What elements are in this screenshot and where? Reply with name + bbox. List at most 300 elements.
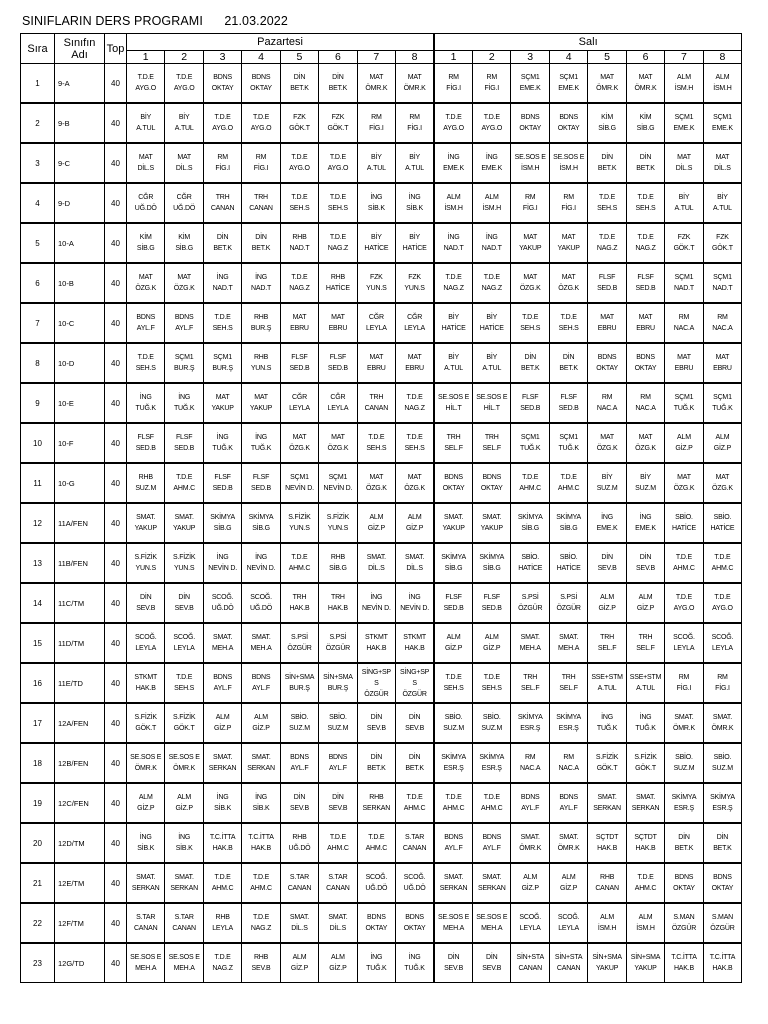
lesson-cell [511,863,549,903]
lesson-subject: T.D.E [291,154,308,161]
lesson-teacher: BET.K [251,245,271,252]
lesson-subject: RM [601,394,613,401]
lesson-teacher: BET.K [713,845,732,852]
lesson-subject: T.D.E [560,314,577,321]
lesson-cell [703,383,742,423]
lesson-cell [588,423,626,463]
lesson-subject: İNG [408,194,421,201]
lesson-subject: T.D.E [599,194,616,201]
lesson-cell [473,583,511,623]
lesson-cell [434,463,472,503]
lesson-teacher: EBRU [367,365,386,372]
lesson-cell [319,943,357,983]
lesson-teacher: OKTAY [673,885,695,892]
lesson-teacher: ÖZG.K [712,485,733,492]
lesson-teacher: ESR.Ş [520,725,541,732]
lesson-cell [203,623,241,663]
lesson-subject: T.D.E [329,234,346,241]
header-day-monday: Pazartesi [127,34,435,51]
lesson-teacher: A.TUL [482,365,502,372]
lesson-subject: T.D.E [483,114,500,121]
row-number: 15 [21,623,55,663]
lesson-cell [165,183,203,223]
lesson-subject: BİY [717,194,728,201]
lesson-subject: ALM [715,74,730,81]
lesson-subject: BİY [640,474,651,481]
lesson-teacher: YAKUP [211,405,234,412]
lesson-teacher: TUĞ.K [173,405,195,412]
lesson-cell [665,343,703,383]
lesson-subject: SMAT. [213,754,233,761]
lesson-teacher: HİL.T [483,405,500,412]
lesson-teacher: LEYLA [289,405,310,412]
lesson-cell [588,863,626,903]
lesson-cell [703,263,742,303]
lesson-cell [203,223,241,263]
lesson-subject: S.FİZİK [134,714,157,721]
lesson-subject: SÇM1 [520,74,540,81]
lesson-teacher: EME.K [673,125,695,132]
lesson-teacher: NEVİN D. [208,565,237,572]
lesson-subject: S.PSİ [291,634,308,641]
lesson-teacher: LEYLA [558,925,580,932]
lesson-teacher: A.TUL [674,205,694,212]
lesson-teacher: LEYLA [327,405,349,412]
lesson-cell [549,143,587,183]
lesson-teacher: FİG.I [253,165,269,172]
lesson-teacher: SED.B [597,285,618,292]
lesson-subject: RM [217,154,228,161]
lesson-cell [203,943,241,983]
lesson-cell [319,223,357,263]
lesson-teacher: AHM.C [557,485,580,492]
lesson-cell [357,303,395,343]
lesson-cell [434,783,472,823]
lesson-teacher: ESR.Ş [558,725,579,732]
lesson-cell [165,303,203,343]
lesson-teacher: ESR.Ş [481,765,502,772]
lesson-teacher: GİZ.P [444,645,463,652]
lesson-subject: ALM [292,954,307,961]
lesson-teacher: NAG.Z [596,245,618,252]
lesson-teacher: NEVİN D. [400,605,429,612]
lesson-subject: T.D.E [176,74,193,81]
lesson-cell [242,303,280,343]
class-row [21,623,742,663]
lesson-teacher: AHM.C [173,485,195,492]
lesson-teacher: TUĞ.K [250,445,272,452]
lesson-subject: SÇM1 [713,394,732,401]
lesson-subject: ALM [331,954,345,961]
lesson-subject: FLSF [214,474,231,481]
schedule-table [20,33,742,983]
lesson-cell [357,583,395,623]
lesson-teacher: NAG.Z [212,965,233,972]
lesson-teacher: SİB.G [444,565,463,572]
lesson-cell [626,383,664,423]
lesson-teacher: NAG.Z [289,285,310,292]
lesson-subject: SCOĞ. [211,594,234,601]
lesson-cell [703,343,742,383]
lesson-cell [473,423,511,463]
lesson-teacher: HATİCE [556,565,581,572]
lesson-cell [319,823,357,863]
lesson-subject: RHB [253,354,269,361]
lesson-subject: BDNS [290,754,309,761]
lesson-teacher: FİG.I [446,85,461,92]
lesson-teacher: SİB.K [214,805,232,812]
lesson-cell [203,383,241,423]
lesson-teacher: A.TUL [366,165,386,172]
lesson-subject: SÇM1 [328,474,348,481]
lesson-cell [203,583,241,623]
row-number: 16 [21,663,55,703]
lesson-teacher: AYL.F [482,845,501,852]
lesson-subject: BİY [371,154,382,161]
lesson-teacher: AHM.C [673,565,695,572]
lesson-cell [242,143,280,183]
lesson-subject: SÇM1 [290,474,309,481]
lesson-subject: T.D.E [483,274,500,281]
lesson-cell [127,383,165,423]
lesson-subject: DİN [639,154,652,161]
lesson-teacher: AYL.F [175,325,194,332]
lesson-cell [588,703,626,743]
lesson-subject: T.C.İTTA [209,834,236,841]
lesson-cell [549,623,587,663]
lesson-teacher: CANAN [364,405,389,412]
lesson-subject: SSE+STM [629,674,662,681]
lesson-subject: FLSF [175,434,193,441]
lesson-teacher: SEH.S [520,325,541,332]
lesson-cell [511,383,549,423]
lesson-cell [588,223,626,263]
lesson-cell [549,223,587,263]
lesson-teacher: SEV.B [597,565,617,572]
lesson-teacher: SUZ.M [443,725,464,732]
lesson-teacher: NAG.Z [443,285,464,292]
lesson-subject: T.D.E [176,674,193,681]
lesson-cell [165,383,203,423]
lesson-cell [357,343,395,383]
lesson-subject: DİN [486,954,498,961]
lesson-subject: SMAT. [559,634,579,641]
lesson-cell [626,303,664,343]
lesson-teacher: EME.K [635,525,656,532]
lesson-subject: İNG [370,594,383,601]
lesson-subject: İNG [370,954,383,961]
lesson-teacher: SED.B [174,445,195,452]
lesson-teacher: OKTAY [211,85,234,92]
student-count: 40 [105,903,127,943]
lesson-cell [396,903,435,943]
class-name: 10-G [55,463,105,503]
lesson-subject: MAT [331,314,345,321]
lesson-subject: S.FİZİK [595,754,619,761]
lesson-teacher: DİL.S [175,165,193,172]
lesson-teacher: UĞ.DÖ [211,605,234,612]
lesson-teacher: ESR.Ş [673,805,694,812]
lesson-cell [511,503,549,543]
lesson-teacher: AYG.O [481,125,503,132]
lesson-subject: T.D.E [214,114,231,121]
lesson-subject: RM [678,314,690,321]
lesson-subject: ALM [369,514,384,521]
lesson-cell [549,183,587,223]
lesson-subject: MAT [677,354,691,361]
lesson-subject: SE.SOS E [130,754,162,761]
lesson-teacher: HAK.B [135,685,156,692]
header-slot-number: 5 [280,51,318,64]
lesson-teacher: FİG.I [715,685,730,692]
lesson-teacher: ÖMR.K [173,765,196,772]
lesson-cell [588,583,626,623]
lesson-cell [549,823,587,863]
lesson-cell [127,463,165,503]
lesson-subject: S.PSİ [560,594,578,601]
lesson-subject: T.D.E [291,554,308,561]
lesson-subject: MAT [138,154,153,161]
lesson-teacher: UĞ.DÖ [250,605,272,612]
lesson-teacher: SEV.B [482,965,502,972]
lesson-teacher: EBRU [636,325,655,332]
lesson-cell [588,903,626,943]
lesson-subject: S.FİZİK [326,514,350,521]
lesson-subject: BİY [448,354,459,361]
lesson-teacher: HATİCE [402,245,427,252]
lesson-subject: SCOĞ. [673,634,695,641]
lesson-teacher: MEH.A [519,645,541,652]
lesson-teacher: UĞ.DÖ [288,845,311,852]
lesson-subject: SÇM1 [174,354,194,361]
lesson-subject: FZK [331,114,345,121]
row-number: 20 [21,823,55,863]
lesson-teacher: HAK.B [212,845,233,852]
lesson-teacher: CANAN [172,925,196,932]
lesson-teacher: AHM.C [211,885,234,892]
lesson-cell [319,64,357,104]
lesson-cell [280,783,318,823]
lesson-cell [242,783,280,823]
lesson-teacher: NAC.A [712,325,733,332]
lesson-cell [203,263,241,303]
lesson-teacher: NAD.T [289,245,310,252]
lesson-subject: T.D.E [483,794,500,801]
lesson-cell [165,903,203,943]
lesson-subject: MAT [138,274,153,281]
lesson-teacher: NAD.T [251,285,272,292]
lesson-subject: SE.SOS E [168,754,200,761]
lesson-teacher: İSM.H [559,165,578,172]
lesson-cell [511,743,549,783]
lesson-cell [357,543,395,583]
lesson-teacher: EBRU [597,325,617,332]
lesson-teacher: CANAN [518,965,542,972]
lesson-cell [549,543,587,583]
lesson-cell [165,583,203,623]
lesson-cell [319,423,357,463]
lesson-teacher: GÖK.T [596,765,618,772]
lesson-subject: SÇM1 [674,274,694,281]
lesson-subject: SMAT. [328,914,348,921]
lesson-cell [127,703,165,743]
lesson-teacher: ÖMR.K [634,85,657,92]
lesson-teacher: AHM.C [634,885,657,892]
lesson-teacher: BUR.Ş [173,365,195,372]
lesson-cell [473,103,511,143]
lesson-cell [549,423,587,463]
row-number: 19 [21,783,55,823]
lesson-teacher: ÖZG.K [558,285,580,292]
lesson-cell [396,623,435,663]
lesson-cell [242,743,280,783]
lesson-teacher: GİZ.P [675,445,693,452]
lesson-subject: RM [717,314,728,321]
lesson-cell [396,223,435,263]
lesson-cell [203,303,241,343]
lesson-teacher: HATİCE [710,525,735,532]
lesson-cell [473,223,511,263]
lesson-cell [242,863,280,903]
lesson-cell [280,303,318,343]
lesson-cell [703,543,742,583]
lesson-subject: T.C.İTTA [709,954,736,961]
lesson-subject: RM [678,674,690,681]
row-number: 5 [21,223,55,263]
lesson-cell [549,583,587,623]
lesson-teacher: AYL.F [444,845,463,852]
lesson-cell [665,623,703,663]
lesson-cell [242,823,280,863]
lesson-cell [127,583,165,623]
lesson-cell [396,743,435,783]
lesson-subject: RHB [138,474,153,481]
lesson-subject: SE.SOS E [168,954,200,961]
lesson-teacher: CANAN [249,205,273,212]
lesson-teacher: SEL.F [559,685,578,692]
lesson-cell [127,303,165,343]
lesson-cell [703,783,742,823]
lesson-subject: SİN+SMA [323,674,353,681]
lesson-subject: S.TAR [328,874,348,881]
class-name: 12F/TM [55,903,105,943]
lesson-cell [396,183,435,223]
student-count: 40 [105,703,127,743]
lesson-subject: SBİO. [290,714,309,721]
row-number: 7 [21,303,55,343]
lesson-subject: T.C.İTTA [671,954,697,961]
lesson-teacher: ÖMR.K [365,85,388,92]
row-number: 21 [21,863,55,903]
lesson-teacher: YUN.S [289,525,310,532]
lesson-cell [203,503,241,543]
lesson-cell [357,703,395,743]
row-number: 23 [21,943,55,983]
row-number: 1 [21,64,55,104]
lesson-subject: SE.SOS E [553,154,585,161]
lesson-subject: BDNS [213,74,232,81]
lesson-teacher: SEH.S [443,685,464,692]
lesson-subject: İNG [178,394,191,401]
lesson-subject: SMAT. [174,874,194,881]
lesson-teacher: ÖZGÜR [287,645,312,652]
lesson-subject: S.FİZİK [172,554,196,561]
lesson-teacher: BET.K [328,85,348,92]
lesson-teacher: OKTAY [557,125,580,132]
lesson-teacher: FİG.I [215,165,230,172]
lesson-teacher: ÖMR.K [711,725,734,732]
lesson-teacher: SUZ.M [289,725,310,732]
lesson-subject: DİN [139,594,152,601]
lesson-cell [357,263,395,303]
lesson-teacher: NEVİN D. [361,605,391,612]
lesson-subject: T.D.E [176,474,193,481]
lesson-subject: RM [717,674,728,681]
lesson-subject: ALM [638,594,653,601]
lesson-subject: FZK [370,274,383,281]
lesson-cell [549,703,587,743]
lesson-cell [473,463,511,503]
lesson-subject: SBİO. [521,554,540,561]
lesson-subject: MAT [561,274,576,281]
lesson-cell [203,423,241,463]
lesson-teacher: ESR.Ş [443,765,464,772]
lesson-teacher: NAG.Z [404,405,425,412]
lesson-cell [665,503,703,543]
lesson-cell [703,143,742,183]
lesson-teacher: GİZ.P [213,725,232,732]
lesson-subject: SİN+SMA [284,674,315,681]
lesson-teacher: SUZ.M [327,725,349,732]
lesson-cell [165,703,203,743]
lesson-teacher: MEH.A [250,645,272,652]
lesson-cell [588,183,626,223]
lesson-subject: BDNS [367,914,386,921]
lesson-teacher: GÖK.T [327,125,349,132]
lesson-cell [242,463,280,503]
class-name: 10-D [55,343,105,383]
lesson-subject: BDNS [251,674,271,681]
lesson-teacher: İSM.H [597,925,617,932]
lesson-teacher: SED.B [135,445,156,452]
lesson-teacher: NAG.Z [250,925,272,932]
lesson-subject: RM [524,754,536,761]
lesson-subject: ALM [446,634,461,641]
lesson-subject: TRH [446,434,461,441]
lesson-subject: ALM [484,634,499,641]
lesson-cell [280,64,318,104]
lesson-teacher: SED.B [212,485,233,492]
lesson-cell [588,823,626,863]
lesson-cell [357,823,395,863]
lesson-teacher: BET.K [559,365,578,372]
lesson-subject: BDNS [136,314,156,321]
lesson-subject: T.D.E [252,874,270,881]
class-name: 9-B [55,103,105,143]
lesson-cell [280,903,318,943]
lesson-subject: SMAT. [213,634,233,641]
lesson-subject: SMAT. [136,874,156,881]
lesson-subject: SKİMYA [517,514,543,521]
lesson-teacher: NEVİN D. [323,485,353,492]
lesson-cell [319,863,357,903]
lesson-teacher: OKTAY [480,485,503,492]
lesson-teacher: SEV.B [251,965,271,972]
lesson-cell [165,943,203,983]
lesson-subject: SCOĞ. [134,634,157,641]
lesson-teacher: SİB.G [175,245,193,252]
lesson-subject: İNG [139,394,152,401]
